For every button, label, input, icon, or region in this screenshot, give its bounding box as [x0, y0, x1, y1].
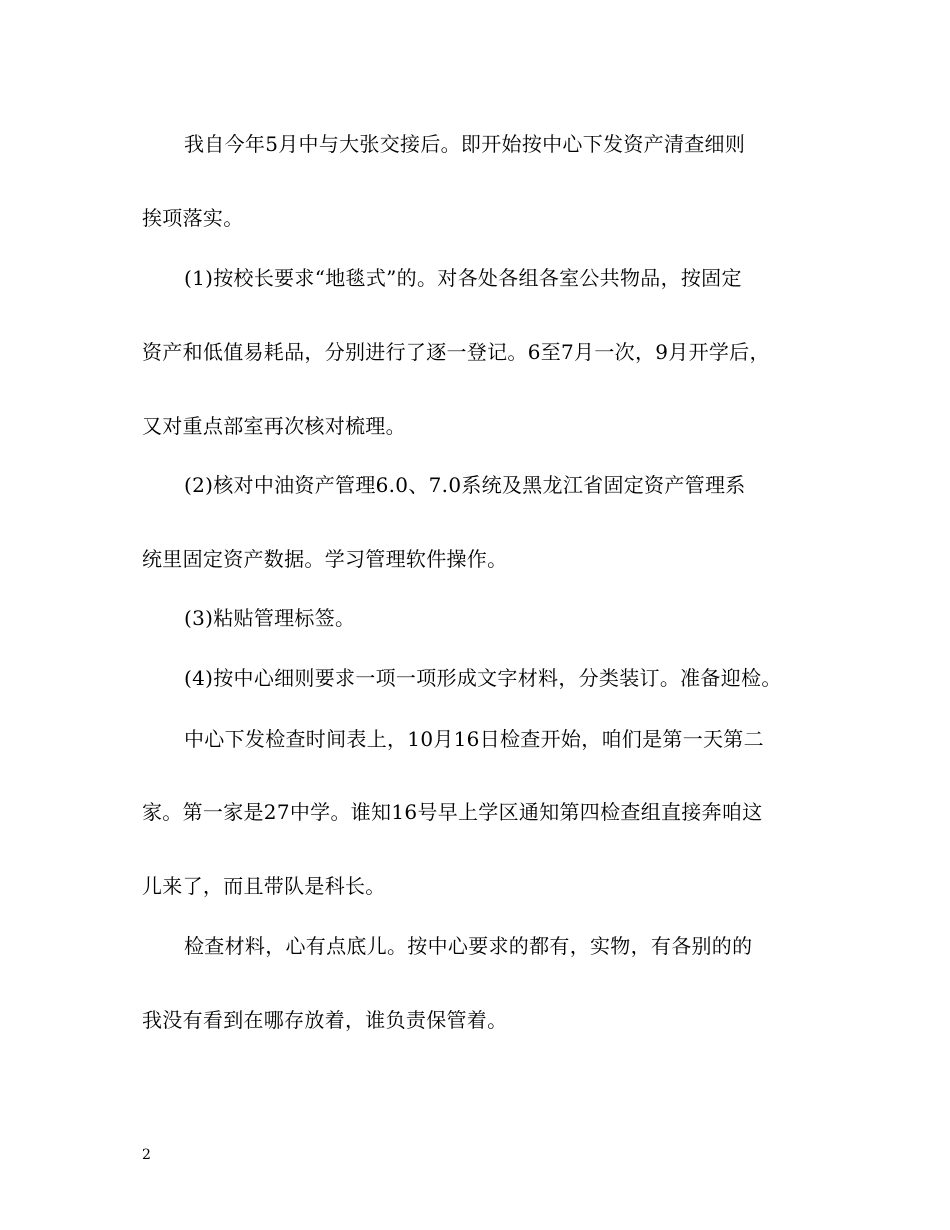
- text-line: 统里固定资产数据。学习管理软件操作。: [142, 547, 508, 571]
- text-line: 家。第一家是27中学。谁知16号早上学区通知第四检查组直接奔咱这: [142, 800, 763, 824]
- text-line: 检查材料，心有点底儿。按中心要求的都有，实物，有各别的的: [184, 934, 753, 958]
- page-number: 2: [142, 1147, 151, 1163]
- text-line: 挨项落实。: [142, 206, 244, 230]
- text-line: (2)核对中油资产管理6.0、7.0系统及黑龙江省固定资产管理系: [184, 473, 746, 497]
- text-line: (4)按中心细则要求一项一项形成文字材料，分类装订。准备迎检。: [184, 666, 782, 690]
- text-line: (3)粘贴管理标签。: [184, 606, 356, 630]
- text-line: 又对重点部室再次核对梳理。: [142, 414, 406, 438]
- text-line: 资产和低值易耗品，分别进行了逐一登记。6至7月一次，9月开学后，: [142, 340, 770, 364]
- text-line: 儿来了，而且带队是科长。: [142, 874, 386, 898]
- text-line: 中心下发检查时间表上，10月16日检查开始，咱们是第一天第二: [184, 727, 764, 751]
- text-line: 我没有看到在哪存放着，谁负责保管着。: [142, 1008, 508, 1032]
- text-line: 我自今年5月中与大张交接后。即开始按中心下发资产清查细则: [184, 132, 746, 156]
- text-line: (1)按校长要求“地毯式”的。对各处各组各室公共物品，按固定: [184, 266, 742, 290]
